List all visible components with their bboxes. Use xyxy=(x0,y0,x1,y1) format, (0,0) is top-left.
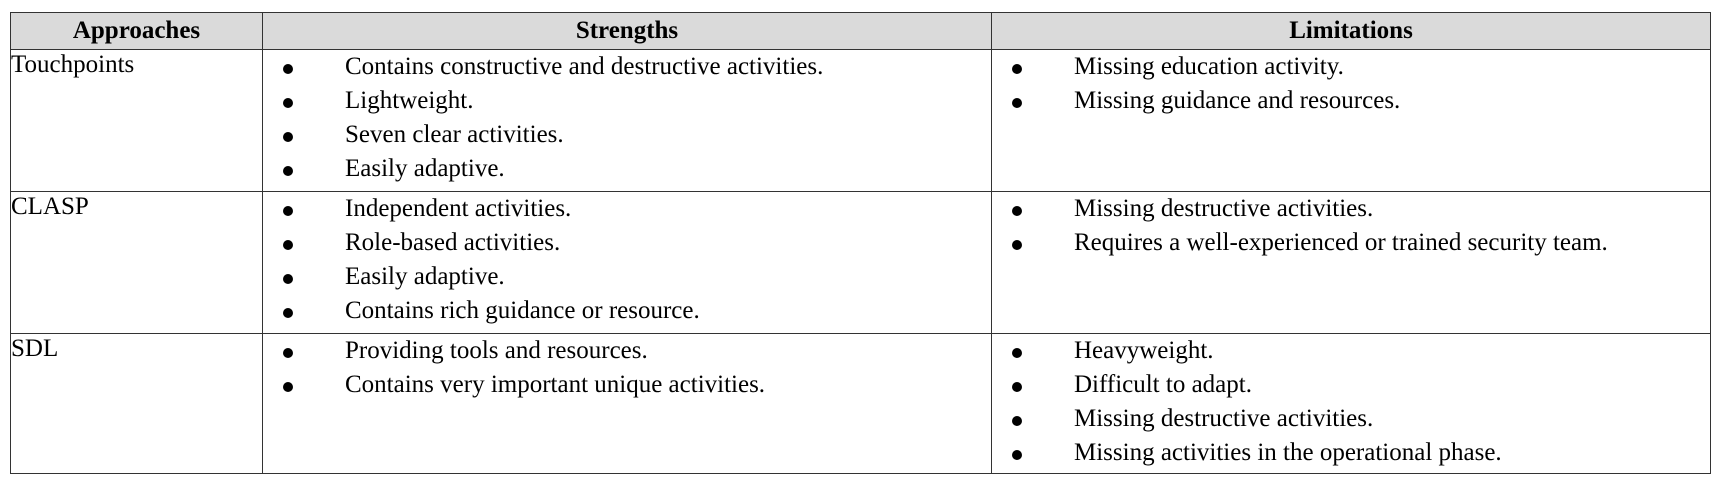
header-approaches: Approaches xyxy=(11,13,263,50)
list-item xyxy=(263,260,991,294)
list-item xyxy=(992,436,1710,470)
list-item-text: Easily adaptive. xyxy=(345,263,505,290)
list-item-text: Role-based activities. xyxy=(345,229,561,256)
list-item-text: Easily adaptive. xyxy=(345,155,505,182)
table-row-clasp xyxy=(11,192,1711,334)
bullet-icon xyxy=(1012,382,1022,392)
list-item xyxy=(992,84,1710,118)
list-item xyxy=(992,334,1710,368)
list-item xyxy=(263,118,991,152)
bullet-icon xyxy=(1012,450,1022,460)
list-item-text: Lightweight. xyxy=(345,87,474,114)
list-item xyxy=(263,192,991,226)
bullet-icon xyxy=(283,382,293,392)
table-body xyxy=(11,50,1711,474)
limitations-cell xyxy=(992,50,1711,192)
list-item-text: Difficult to adapt. xyxy=(1074,371,1252,398)
table-row-touchpoints xyxy=(11,50,1711,192)
strengths-list xyxy=(263,50,991,186)
list-item-text: Missing destructive activities. xyxy=(1074,195,1374,222)
bullet-icon xyxy=(283,132,293,142)
list-item xyxy=(992,402,1710,436)
bullet-icon xyxy=(283,348,293,358)
table-row-sdl xyxy=(11,334,1711,474)
approach-name: Touchpoints xyxy=(11,50,263,192)
strengths-cell xyxy=(263,192,992,334)
list-item-text: Missing destructive activities. xyxy=(1074,405,1374,432)
list-item xyxy=(263,50,991,84)
list-item xyxy=(263,368,991,402)
bullet-icon xyxy=(283,308,293,318)
header-limitations: Limitations xyxy=(992,13,1711,50)
list-item xyxy=(263,84,991,118)
bullet-icon xyxy=(283,98,293,108)
list-item xyxy=(992,368,1710,402)
list-item-text: Independent activities. xyxy=(345,195,572,222)
header-row xyxy=(11,13,1711,50)
list-item-text: Missing education activity. xyxy=(1074,53,1344,80)
limitations-list xyxy=(992,50,1710,118)
list-item xyxy=(992,226,1710,260)
limitations-cell xyxy=(992,334,1711,474)
list-item xyxy=(992,192,1710,226)
approaches-comparison-table xyxy=(10,12,1711,474)
comparison-table-container xyxy=(10,12,1711,474)
bullet-icon xyxy=(1012,98,1022,108)
limitations-list xyxy=(992,334,1710,470)
list-item xyxy=(992,50,1710,84)
list-item-text: Requires a well-experienced or trained security team. xyxy=(1074,229,1608,256)
list-item-text: Providing tools and resources. xyxy=(345,337,648,364)
list-item-text: Contains constructive and destructive activities. xyxy=(345,53,824,80)
bullet-icon xyxy=(283,166,293,176)
list-item-text: Missing activities in the operational phase. xyxy=(1074,439,1502,466)
strengths-cell xyxy=(263,334,992,474)
header-strengths: Strengths xyxy=(263,13,992,50)
strengths-list xyxy=(263,334,991,402)
bullet-icon xyxy=(1012,206,1022,216)
list-item-text: Contains rich guidance or resource. xyxy=(345,297,700,324)
bullet-icon xyxy=(283,274,293,284)
approach-name: CLASP xyxy=(11,192,263,334)
strengths-cell xyxy=(263,50,992,192)
limitations-list xyxy=(992,192,1710,260)
bullet-icon xyxy=(283,206,293,216)
bullet-icon xyxy=(1012,416,1022,426)
bullet-icon xyxy=(1012,348,1022,358)
limitations-cell xyxy=(992,192,1711,334)
list-item-text: Contains very important unique activities. xyxy=(345,371,766,398)
strengths-list xyxy=(263,192,991,328)
bullet-icon xyxy=(1012,64,1022,74)
list-item-text: Seven clear activities. xyxy=(345,121,564,148)
bullet-icon xyxy=(283,240,293,250)
list-item xyxy=(263,334,991,368)
list-item-text: Heavyweight. xyxy=(1074,337,1214,364)
approach-name: SDL xyxy=(11,334,263,474)
list-item xyxy=(263,294,991,328)
bullet-icon xyxy=(283,64,293,74)
list-item-text: Missing guidance and resources. xyxy=(1074,87,1401,114)
bullet-icon xyxy=(1012,240,1022,250)
list-item xyxy=(263,152,991,186)
table-header xyxy=(11,13,1711,50)
list-item xyxy=(263,226,991,260)
